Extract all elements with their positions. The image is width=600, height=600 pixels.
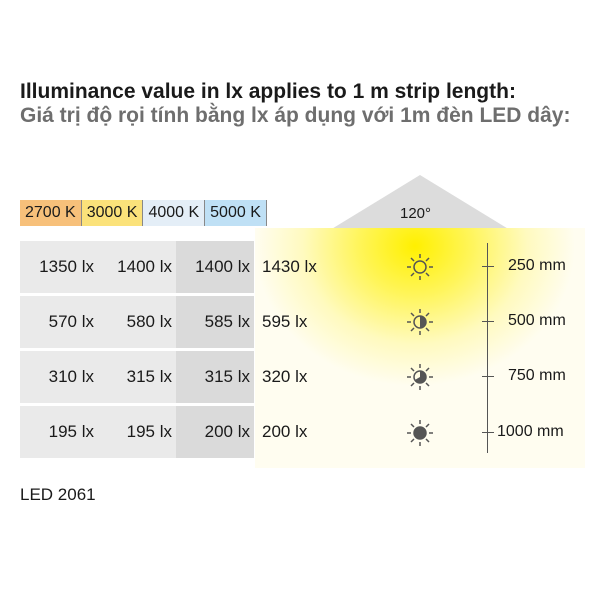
value-2700k: 195 lx [20, 406, 98, 458]
value-3000k: 1400 lx [98, 241, 176, 293]
heading [20, 80, 590, 128]
color-temperature-legend [20, 200, 267, 226]
chip-5000k: 5000 K [205, 200, 267, 226]
value-4000k: 1400 lx [176, 241, 254, 293]
value-5000k: 1430 lx [262, 257, 317, 276]
value-2700k: 310 lx [20, 351, 98, 403]
heading-vietnamese: Giá trị độ rọi tính bằng lx áp dụng với 1m đèn LED dây: [20, 104, 571, 127]
sun-medium-icon [405, 307, 435, 337]
sun-dim-icon [405, 418, 435, 448]
value-3000k: 315 lx [98, 351, 176, 403]
value-5000k: 320 lx [262, 367, 308, 386]
chip-3000k: 3000 K [82, 200, 144, 226]
value-5000k: 200 lx [262, 422, 308, 441]
chip-4000k: 4000 K [143, 200, 205, 226]
value-3000k: 195 lx [98, 406, 176, 458]
chip-2700k: 2700 K [20, 200, 82, 226]
heading-english: Illuminance value in lx applies to 1 m strip length: [20, 80, 516, 103]
distance-tick [482, 432, 494, 433]
model-label: LED 2061 [20, 485, 96, 504]
sun-bright-icon [405, 252, 435, 282]
table-row [20, 351, 585, 403]
distance-tick [482, 321, 494, 322]
value-2700k: 570 lx [20, 296, 98, 348]
table-row [20, 296, 585, 348]
distance-axis [487, 243, 488, 453]
distance-tick [482, 266, 494, 267]
distance-label: 1000 mm [497, 423, 564, 440]
value-5000k: 595 lx [262, 312, 308, 331]
distance-tick [482, 376, 494, 377]
value-4000k: 585 lx [176, 296, 254, 348]
sun-low-icon [405, 362, 435, 392]
value-3000k: 580 lx [98, 296, 176, 348]
beam-angle-label: 120° [400, 205, 432, 222]
distance-label: 250 mm [508, 257, 566, 274]
table-row [20, 241, 585, 293]
distance-label: 750 mm [508, 367, 566, 384]
distance-label: 500 mm [508, 312, 566, 329]
value-2700k: 1350 lx [20, 241, 98, 293]
value-4000k: 200 lx [176, 406, 254, 458]
value-4000k: 315 lx [176, 351, 254, 403]
